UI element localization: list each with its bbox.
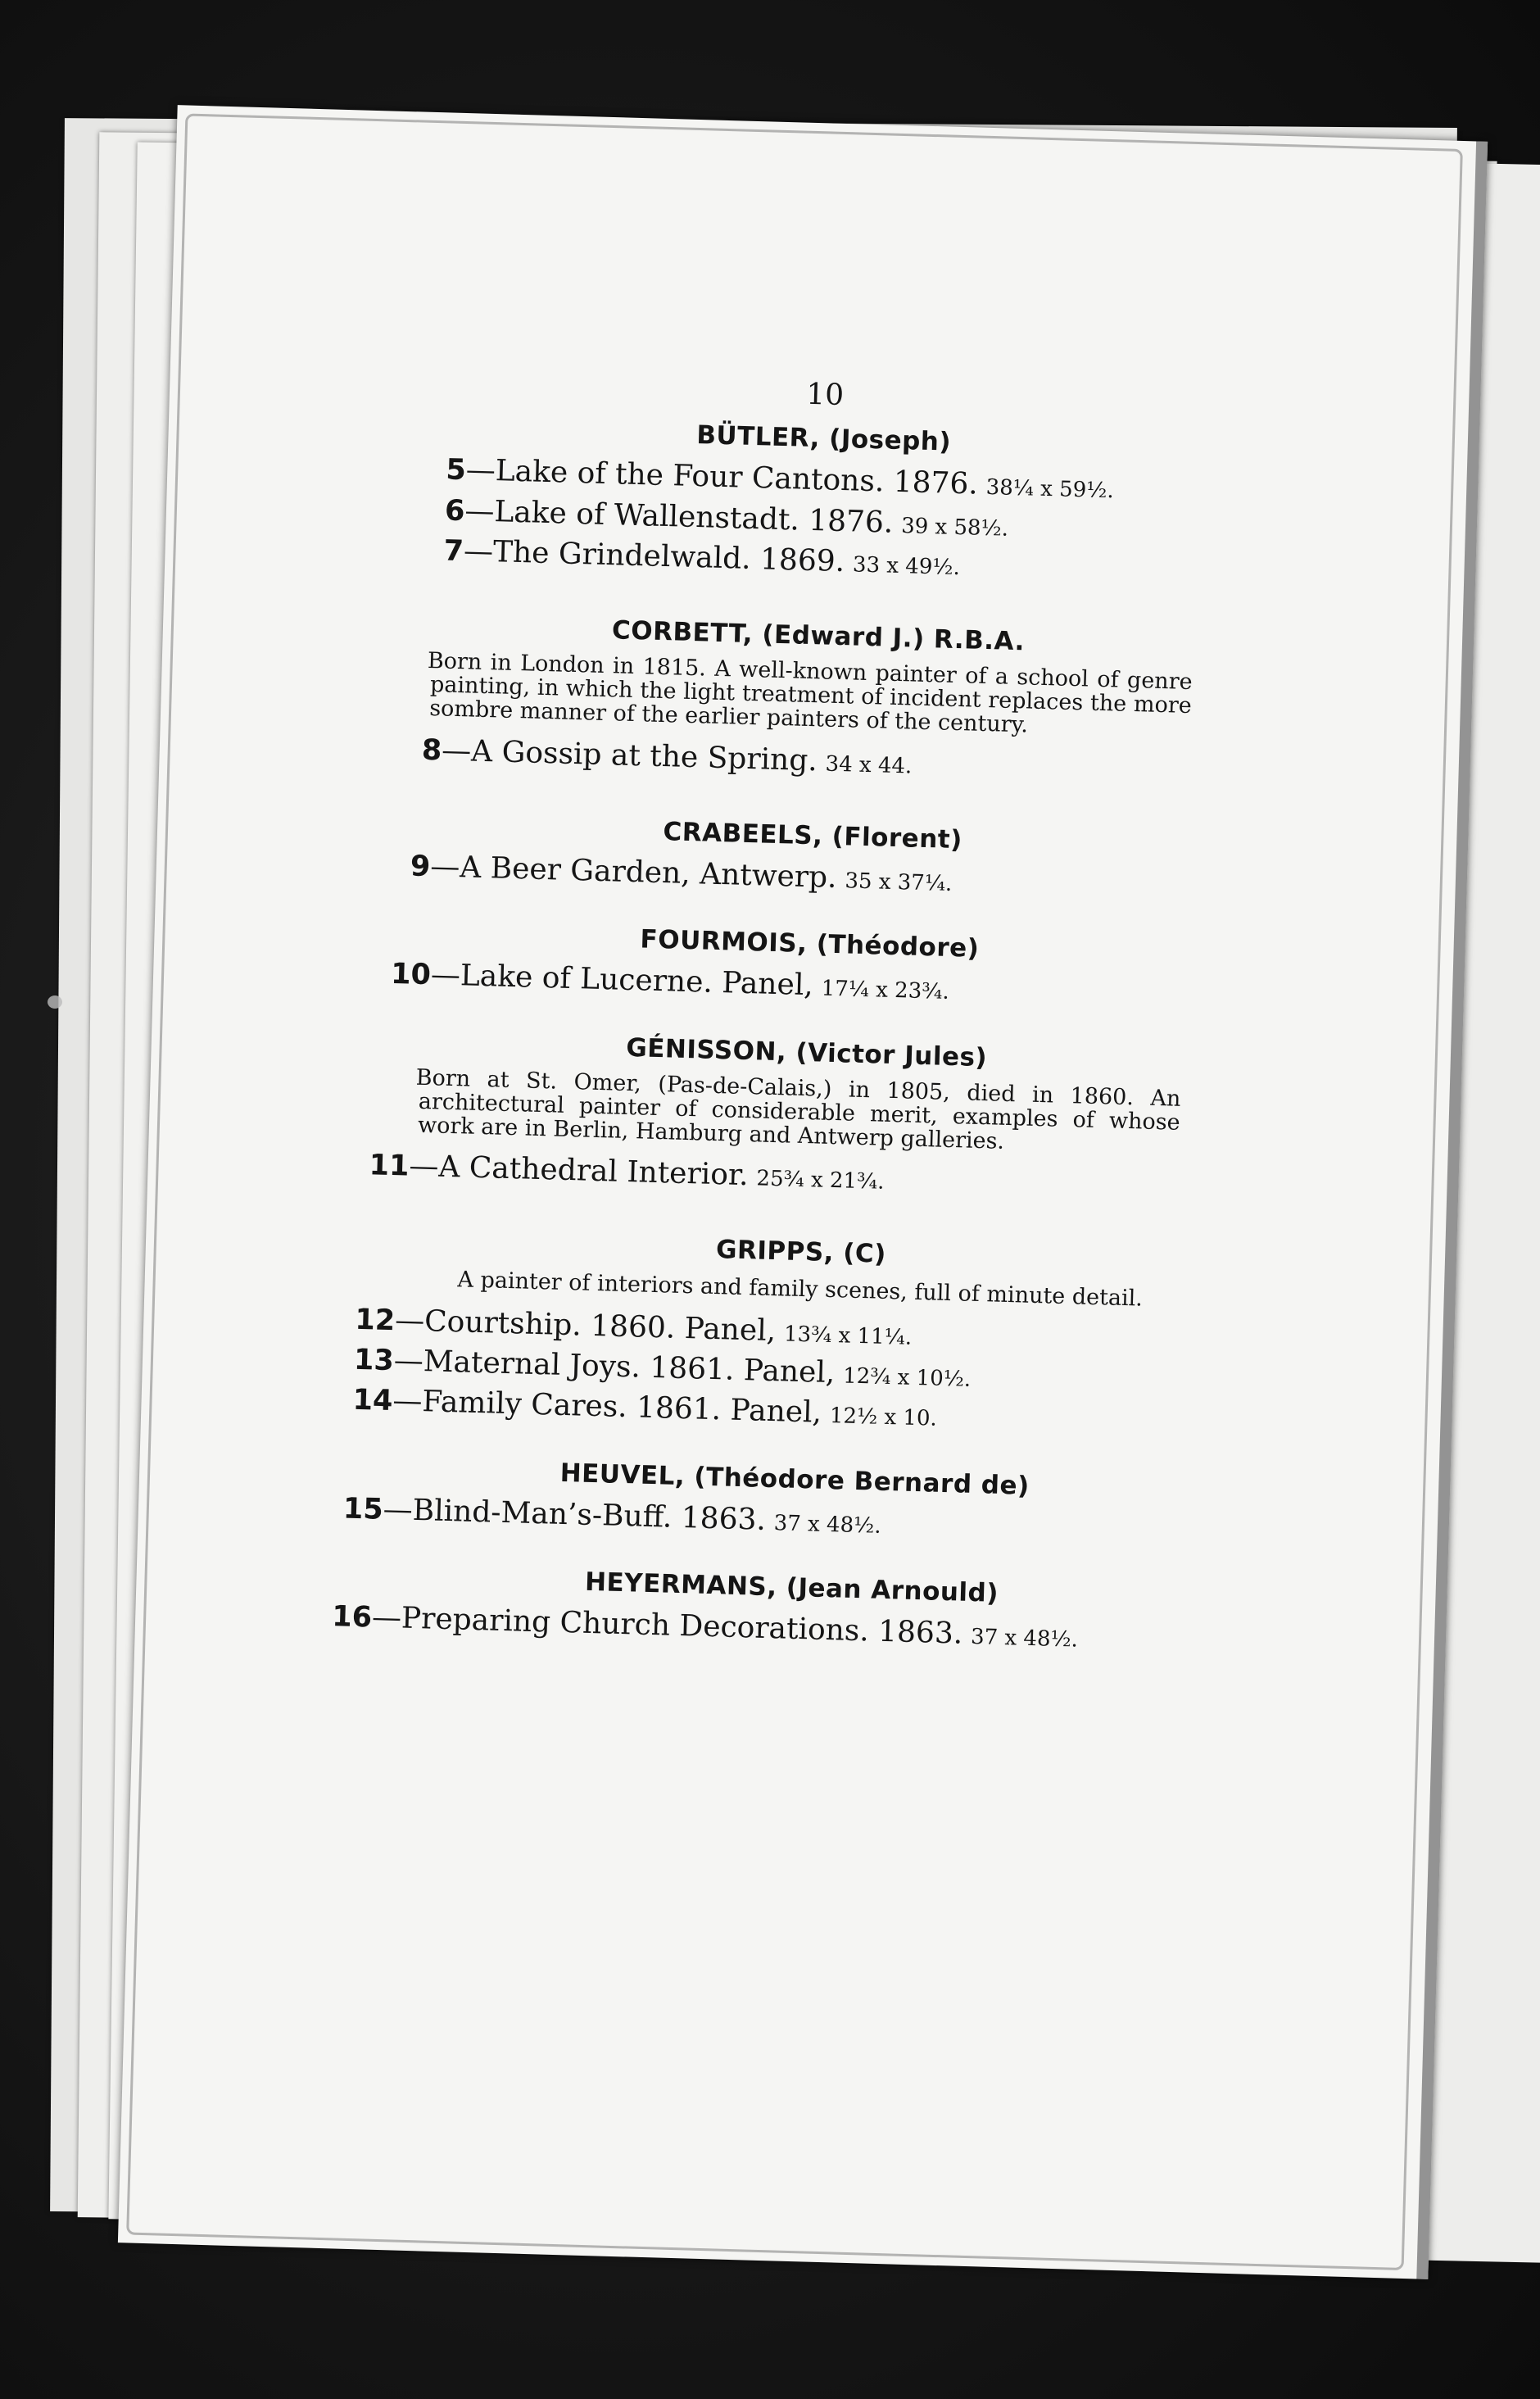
entry-title: —Blind-Man’s-Buff. 1863.: [383, 1492, 767, 1537]
entry-title: —Maternal Joys. 1861. Panel,: [393, 1344, 836, 1390]
entry-number: 11: [369, 1149, 410, 1183]
entry-title: —Lake of the Four Cantons. 1876.: [465, 453, 979, 502]
artist-surname: GÉNISSON,: [625, 1032, 787, 1067]
entry-number: 15: [342, 1492, 384, 1526]
artist-surname: FOURMOIS,: [640, 924, 808, 959]
entry-title: —A Cathedral Interior.: [408, 1149, 750, 1193]
artist-given-name: (Jean Arnould): [786, 1572, 999, 1608]
entry-number: 14: [352, 1384, 393, 1418]
artist-biography: A painter of interiors and family scenes, full of minute detail.: [457, 1266, 1144, 1312]
entry-dimensions: 38¼ x 59½.: [985, 475, 1115, 504]
entry-dimensions: 34 x 44.: [825, 751, 913, 779]
entry-title: —A Beer Garden, Antwerp.: [429, 850, 838, 895]
artist-biography: Born in London in 1815. A well-known painter of a school of genre painting, in which the light treatment of incident replaces the more sombre manner of the earlier painters of the century.: [427, 648, 1193, 738]
entry-title: —A Gossip at the Spring.: [441, 733, 818, 778]
entry-number: 12: [354, 1303, 396, 1338]
page-number: 10: [805, 377, 845, 413]
artist-given-name: (C): [842, 1238, 887, 1270]
artist-surname: CORBETT,: [611, 615, 754, 649]
artist-surname: CRABEELS,: [663, 816, 823, 851]
page-content: [307, 364, 1309, 1666]
entry-title: —Lake of Wallenstadt. 1876.: [464, 493, 894, 540]
entry-number: 6: [444, 494, 465, 528]
artist-section: [331, 608, 1302, 792]
entry-dimensions: 13¾ x 11¼.: [783, 1322, 913, 1350]
entry-number: 9: [410, 850, 431, 884]
artist-section: [319, 1024, 1290, 1209]
artist-given-name: (Théodore): [816, 929, 980, 964]
entry-number: 8: [421, 733, 442, 768]
entry-dimensions: 25¾ x 21¾.: [756, 1166, 885, 1195]
artist-surname: HEUVEL,: [559, 1458, 686, 1491]
entry-dimensions: 37 x 48½.: [970, 1625, 1079, 1653]
artist-surname: BÜTLER,: [695, 420, 821, 454]
entry-number: 16: [331, 1600, 373, 1635]
artist-given-name: (Edward J.) R.B.A.: [761, 619, 1026, 657]
entry-dimensions: 37 x 48½.: [773, 1510, 881, 1539]
entry-dimensions: 39 x 58½.: [900, 513, 1009, 542]
catalogue-page: [118, 105, 1488, 2279]
entry-number: 5: [445, 453, 467, 488]
artist-given-name: (Victor Jules): [795, 1037, 988, 1073]
entry-dimensions: 17¼ x 23¾.: [821, 976, 950, 1005]
entry-dimensions: 12¾ x 10½.: [842, 1363, 972, 1392]
entry-dimensions: 35 x 37¼.: [845, 868, 953, 896]
entry-title: —The Grindelwald. 1869.: [463, 533, 845, 578]
artist-biography: Born at St. Omer, (Pas-de-Calais,) in 1805, died in 1860. An architectural painter of considerable merit, examples of whose work are in Berlin, Hamburg and Antwerp galleries.: [415, 1064, 1181, 1154]
entry-dimensions: 12½ x 10.: [829, 1404, 938, 1432]
entry-title: —Lake of Lucerne. Panel,: [430, 958, 814, 1003]
entry-number: 10: [390, 958, 432, 992]
dust-speck: [48, 995, 62, 1009]
entry-dimensions: 33 x 49½.: [852, 552, 961, 580]
artist-given-name: (Joseph): [828, 424, 952, 457]
entry-title: —Family Cares. 1861. Panel,: [392, 1384, 822, 1431]
entry-number: 13: [353, 1343, 395, 1378]
artist-section: [313, 1224, 1284, 1444]
entry-title: —Preparing Church Decorations. 1863.: [371, 1600, 963, 1651]
artist-section: [337, 410, 1307, 592]
artist-surname: GRIPPS,: [715, 1235, 835, 1268]
artist-given-name: (Théodore Bernard de): [693, 1461, 1030, 1501]
artist-surname: HEYERMANS,: [584, 1567, 778, 1603]
entry-title: —Courtship. 1860. Panel,: [394, 1304, 777, 1349]
artist-given-name: (Florent): [831, 821, 963, 855]
entry-number: 7: [443, 534, 464, 568]
